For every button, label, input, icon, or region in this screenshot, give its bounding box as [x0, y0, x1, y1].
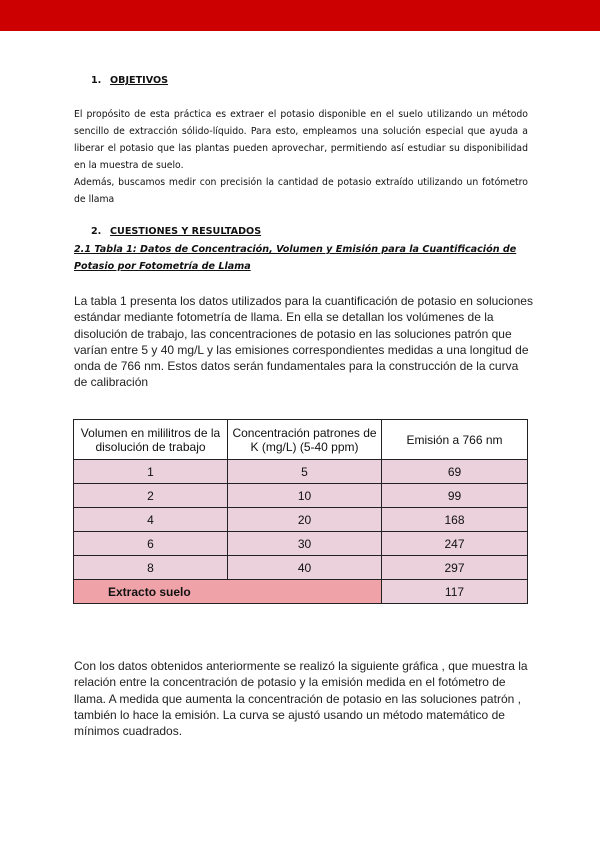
cell-emission: 247: [382, 532, 528, 556]
cell-volume: 4: [74, 508, 228, 532]
cell-emission: 69: [382, 460, 528, 484]
cell-emission: 168: [382, 508, 528, 532]
table-row: [74, 532, 528, 556]
extract-emission: 117: [382, 580, 528, 604]
cell-volume: 2: [74, 484, 228, 508]
cell-emission: 99: [382, 484, 528, 508]
cell-volume: 8: [74, 556, 228, 580]
cell-concentration: 30: [228, 532, 382, 556]
extract-label: Extracto suelo: [74, 580, 382, 604]
objectives-heading: [91, 75, 168, 86]
table-subtitle: 2.1 Tabla 1: Datos de Concentración, Volumen y Emisión para la Cuantificación de Potasio por Fotometría de Llama: [74, 244, 517, 272]
header-concentration: Concentración patrones de K (mg/L) (5-40 ppm): [228, 420, 382, 460]
calibration-table: [73, 419, 528, 604]
table-row: [74, 484, 528, 508]
objectives-paragraph-1: El propósito de esta práctica es extraer el potasio disponible en el suelo utilizando un método sencillo de extracción sólido-líquido. Para esto, empleamos una solución especial que ayuda a liberar el potasio que las plantas pueden aprovechar, permitiendo así estudiar su disponibilidad en la muestra de suelo.: [74, 109, 528, 171]
table-row: [74, 508, 528, 532]
cell-emission: 297: [382, 556, 528, 580]
header-emission: Emisión a 766 nm: [382, 420, 528, 460]
table-row: [74, 460, 528, 484]
results-title: CUESTIONES Y RESULTADOS: [110, 226, 262, 237]
table-row: [74, 556, 528, 580]
cell-concentration: 20: [228, 508, 382, 532]
objectives-number: 1.: [91, 75, 102, 86]
cell-volume: 6: [74, 532, 228, 556]
results-heading: [91, 226, 261, 237]
objectives-title: OBJETIVOS: [110, 75, 169, 86]
header-volume: Volumen en mililitros de la disolución de trabajo: [74, 420, 228, 460]
conclusion-paragraph: Con los datos obtenidos anteriormente se realizó la siguiente gráfica , que muestra la relación entre la concentración de potasio y la emisión medida en el fotómetro de llama. A medida que aumenta la concentración de potasio en las soluciones patrón , también lo hace la emisión. La curva se ajustó usando un método matemático de mínimos cuadrados.: [74, 659, 528, 739]
table-intro-paragraph: La tabla 1 presenta los datos utilizados para la cuantificación de potasio en soluciones estándar mediante fotometría de llama. En ella se detallan los volúmenes de la disolución de trabajo, las concentraciones de potasio en las soluciones patrón que varían entre 5 y 40 mg/L y las emisiones correspondientes medidas a una longitud de onda de 766 nm. Estos datos serán fundamentales para la construcción de la curva de calibración: [74, 294, 533, 390]
results-number: 2.: [91, 226, 102, 237]
objectives-paragraph-2: Además, buscamos medir con precisión la cantidad de potasio extraído utilizando un fotómetro de llama: [74, 177, 528, 205]
extract-row: [74, 580, 528, 604]
cell-volume: 1: [74, 460, 228, 484]
table-header-row: [74, 420, 528, 460]
cell-concentration: 10: [228, 484, 382, 508]
cell-concentration: 40: [228, 556, 382, 580]
cell-concentration: 5: [228, 460, 382, 484]
